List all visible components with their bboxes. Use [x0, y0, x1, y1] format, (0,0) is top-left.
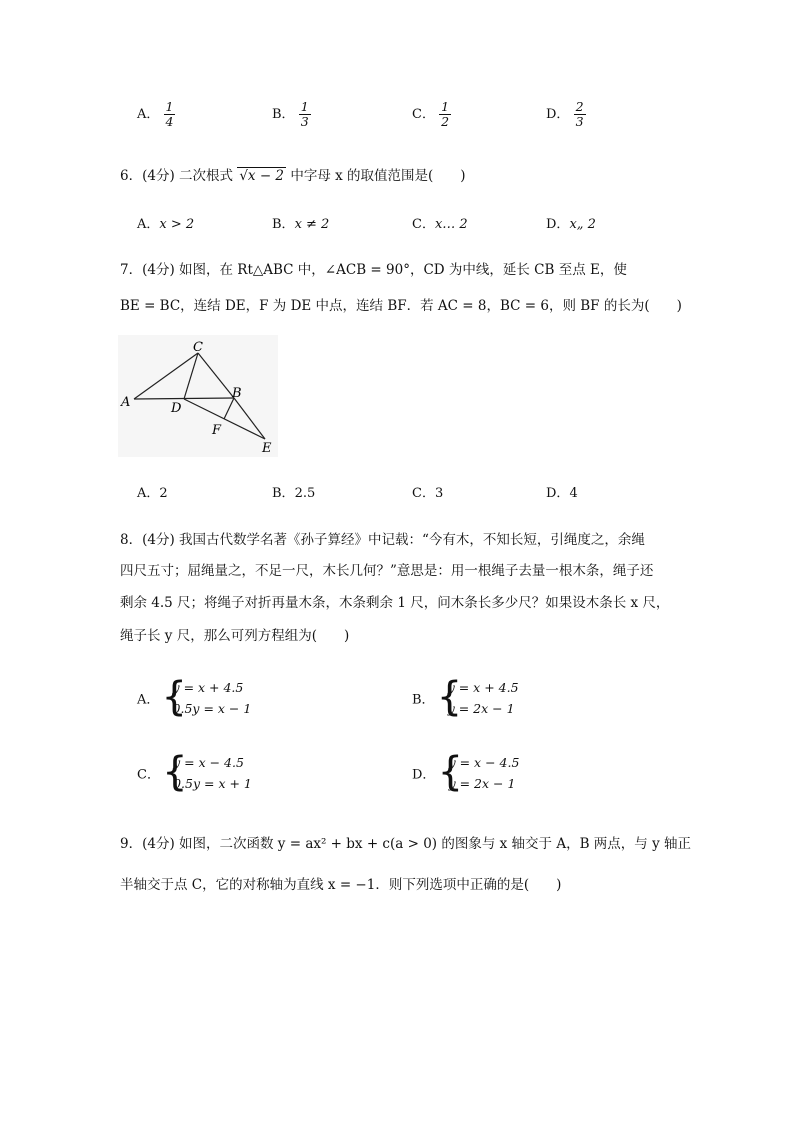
- sqrt-expression: √x − 2: [239, 168, 285, 184]
- q5-option-b[interactable]: B． $\frac{1}{3}$: [272, 99, 309, 129]
- q8-stem-line2: 四尺五寸；屈绳量之，不足一尺，木长几何？”意思是：用一根绳子去量一根木条，绳子还: [120, 563, 654, 579]
- label-e: E: [262, 441, 272, 456]
- q9-stem-line2: 半轴交于点 C，它的对称轴为直线 x = −1．则下列选项中正确的是( ): [120, 877, 562, 893]
- brace-icon: {: [161, 674, 187, 720]
- q8-option-c[interactable]: C． { y = x − 4.5 0.5y = x + 1: [137, 749, 252, 795]
- equation-system: { y = x − 4.5 y = 2x − 1: [437, 749, 520, 795]
- q8-option-b[interactable]: B． { y = x + 4.5 y = 2x − 1: [412, 674, 519, 720]
- q8-option-a[interactable]: A． { y = x + 4.5 0.5y = x − 1: [137, 674, 252, 720]
- q7-option-d[interactable]: D．4: [546, 486, 578, 501]
- brace-icon: {: [436, 674, 463, 720]
- q5-option-d[interactable]: D． $\frac{2}{3}$: [546, 99, 584, 129]
- q8-stem-line3: 剩余 4.5 尺；将绳子对折再量木条，木条剩余 1 尺，问木条长多少尺？如果设木条长 x 尺，: [120, 595, 670, 611]
- q8-stem-line1: 8．(4分) 我国古代数学名著《孙子算经》中记载：“今有木，不知长短，引绳度之，余绳: [120, 532, 645, 548]
- q7-stem-line1: 7．(4分) 如图，在 Rt△ABC 中，∠ACB = 90°，CD 为中线，延长 CB 至点 E，使: [120, 262, 627, 278]
- q7-option-c[interactable]: C．3: [412, 486, 444, 501]
- q7-option-b[interactable]: B．2.5: [272, 486, 316, 501]
- q6-option-c[interactable]: C．x… 2: [412, 217, 468, 232]
- label-c: C: [193, 340, 203, 355]
- label-b: B: [232, 386, 242, 401]
- brace-icon: {: [437, 749, 464, 795]
- q7-option-a[interactable]: A．2: [137, 486, 168, 501]
- fraction: $\frac{1}{3}$: [300, 99, 309, 129]
- equation-system: { y = x − 4.5 0.5y = x + 1: [162, 749, 252, 795]
- q8-stem-line4: 绳子长 y 尺，那么可列方程组为( ): [120, 628, 350, 644]
- fraction: $\frac{1}{4}$: [165, 99, 174, 129]
- q5-option-c[interactable]: C． $\frac{1}{2}$: [412, 99, 450, 129]
- q6-stem: 6．(4分) 二次根式 √x − 2 中字母 x 的取值范围是( ): [120, 168, 466, 184]
- q7-stem-line2: BE = BC，连结 DE，F 为 DE 中点，连结 BF．若 AC = 8，BC = 6，则 BF 的长为( ): [120, 298, 682, 314]
- q6-option-a[interactable]: A．x > 2: [137, 217, 195, 232]
- triangle-figure: [118, 335, 278, 457]
- q5-option-a[interactable]: A． $\frac{1}{4}$: [137, 99, 174, 129]
- label-d: D: [171, 401, 182, 416]
- fraction: $\frac{2}{3}$: [575, 99, 584, 129]
- q6-option-b[interactable]: B．x ≠ 2: [272, 217, 330, 232]
- label-a: A: [121, 395, 131, 410]
- label-f: F: [212, 423, 222, 438]
- fraction: $\frac{1}{2}$: [441, 99, 450, 129]
- q6-option-d[interactable]: D．x„ 2: [546, 217, 596, 232]
- brace-icon: {: [162, 749, 188, 795]
- q9-stem-line1: 9．(4分) 如图，二次函数 y = ax² + bx + c(a > 0) 的图象与 x 轴交于 A，B 两点，与 y 轴正: [120, 836, 692, 852]
- equation-system: { y = x + 4.5 0.5y = x − 1: [161, 674, 252, 720]
- equation-system: { y = x + 4.5 y = 2x − 1: [436, 674, 519, 720]
- q8-option-d[interactable]: D． { y = x − 4.5 y = 2x − 1: [412, 749, 520, 795]
